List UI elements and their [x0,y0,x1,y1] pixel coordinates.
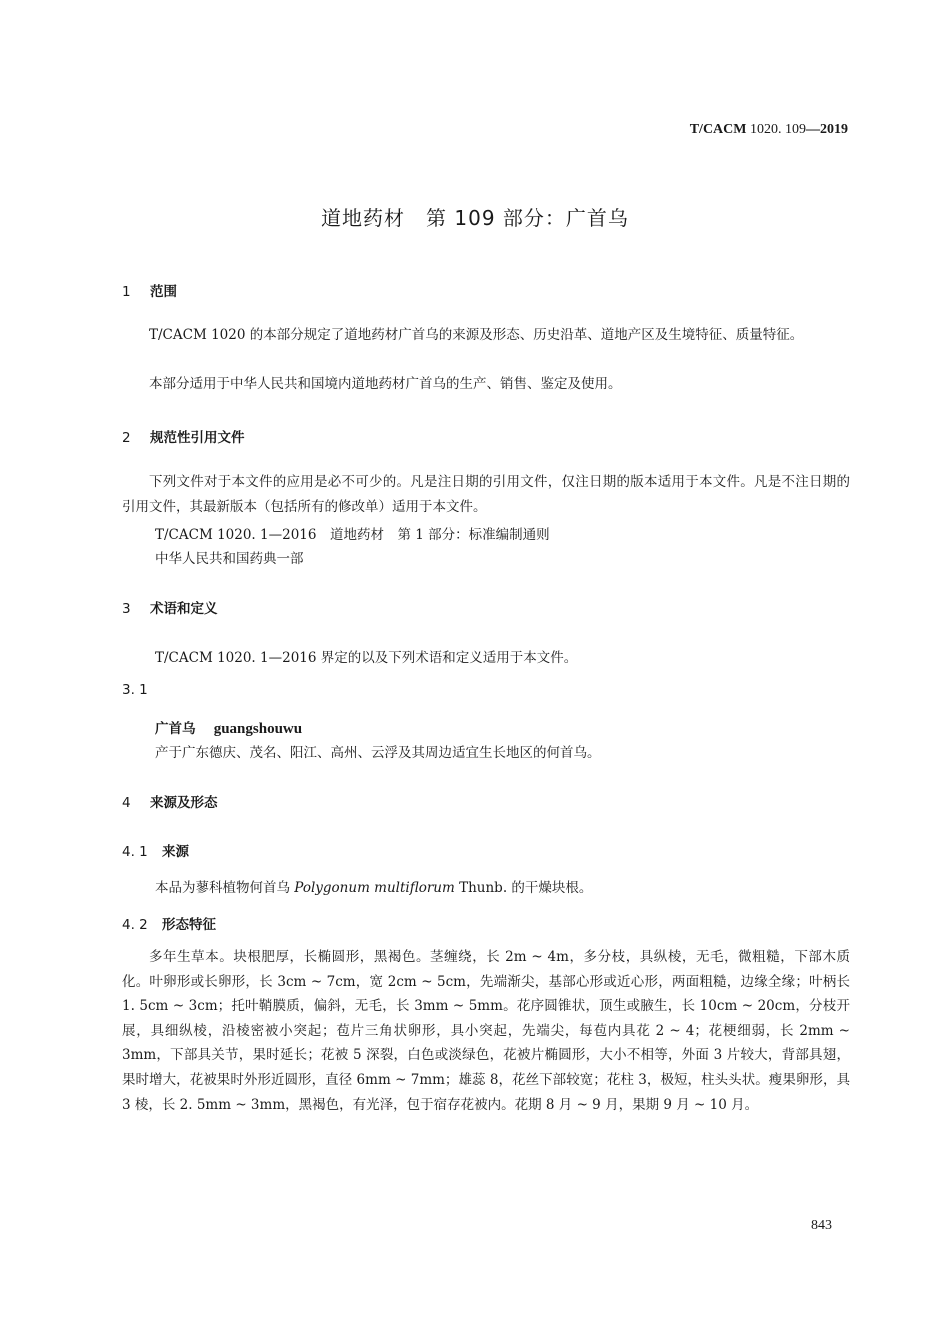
reference-1: T/CACM 1020. 1—2016 道地药材 第 1 部分：标准编制通则 [155,527,550,543]
term-entry [155,717,302,738]
section-title: 规范性引用文件 [150,430,245,446]
clause-4-1-heading [122,840,189,860]
section-4-heading [122,791,218,811]
clause-number: 4. 1 [122,844,148,860]
term-chinese: 广首乌 [155,721,196,737]
section-1-paragraph-1: T/CACM 1020 的本部分规定了道地药材广首乌的来源及形态、历史沿革、道地产区及生境特征、质量特征。 [149,327,804,343]
standard-prefix: T/CACM [689,122,747,137]
section-1-heading [122,280,177,300]
clause-title: 来源 [162,844,189,860]
document-title: 道地药材 第 109 部分：广首乌 [321,206,629,230]
clause-number: 4. 2 [122,917,148,933]
source-text-after: Thunb. 的干燥块根。 [454,880,593,896]
standard-number: 1020. 109 [746,122,806,137]
source-text-before: 本品为蓼科植物何首乌 [155,880,295,896]
section-number: 3 [122,601,131,617]
term-english: guangshouwu [213,721,303,737]
standard-year: —2019 [806,122,848,137]
section-number: 2 [122,430,131,446]
section-1-paragraph-2: 本部分适用于中华人民共和国境内道地药材广首乌的生产、销售、鉴定及使用。 [149,376,622,392]
section-3-heading [122,597,218,617]
clause-3-1-number: 3. 1 [122,682,148,698]
source-description [155,876,592,896]
morphology-paragraph: 多年生草本。块根肥厚，长椭圆形，黑褐色。茎缠绕，长 2m ~ 4m，多分枝，具纵棱，无毛，微粗糙，下部木质化。叶卵形或长卵形，长 3cm ~ 7cm，宽 2cm ~ 5cm，先端渐尖，基部心形或近心形，两面粗糙，边缘全缘；叶柄长 1. 5cm ~ 3cm；托叶鞘膜质，偏斜，无毛，长 3mm ~ 5mm。花序圆锥状，顶生或腋生，长 10cm ~ 20cm，分枝开展，具细纵棱，沿棱密被小突起；苞片三角状卵形，具小突起，先端尖，每苞内具花 2 ~ 4；花梗细弱，长 2mm ~ 3mm，下部具关节，果时延长；花被 5 深裂，白色或淡绿色，花被片椭圆形，大小不相等，外面 3 片较大，背部具翅，果时增大，花被果时外形近圆形，直径 6mm ~ 7mm；雄蕊 8，花丝下部较宽；花柱 3，极短，柱头头状。瘦果卵形，具 3 棱，长 2. 5mm ~ 3mm，黑褐色，有光泽，包于宿存花被内。花期 8 月 ~ 9 月，果期 9 月 ~ 10 月。 [122,949,850,1113]
latin-species-name: Polygonum multiflorum [294,880,455,896]
clause-title: 形态特征 [162,917,216,933]
section-3-paragraph-1: T/CACM 1020. 1—2016 界定的以及下列术语和定义适用于本文件。 [155,650,578,666]
section-title: 范围 [150,284,177,300]
clause-4-2-heading [122,913,216,933]
term-definition: 产于广东德庆、茂名、阳江、高州、云浮及其周边适宜生长地区的何首乌。 [155,745,601,761]
standard-code [690,122,848,138]
section-number: 4 [122,795,131,811]
section-2-heading [122,426,245,446]
section-2-paragraph-1: 下列文件对于本文件的应用是必不可少的。凡是注日期的引用文件，仅注日期的版本适用于本文件。凡是不注日期的引用文件，其最新版本（包括所有的修改单）适用于本文件。 [122,474,850,515]
section-title: 术语和定义 [150,601,218,617]
section-title: 来源及形态 [150,795,218,811]
section-number: 1 [122,284,131,300]
page-number: 843 [811,1218,832,1233]
reference-2: 中华人民共和国药典一部 [155,551,304,567]
